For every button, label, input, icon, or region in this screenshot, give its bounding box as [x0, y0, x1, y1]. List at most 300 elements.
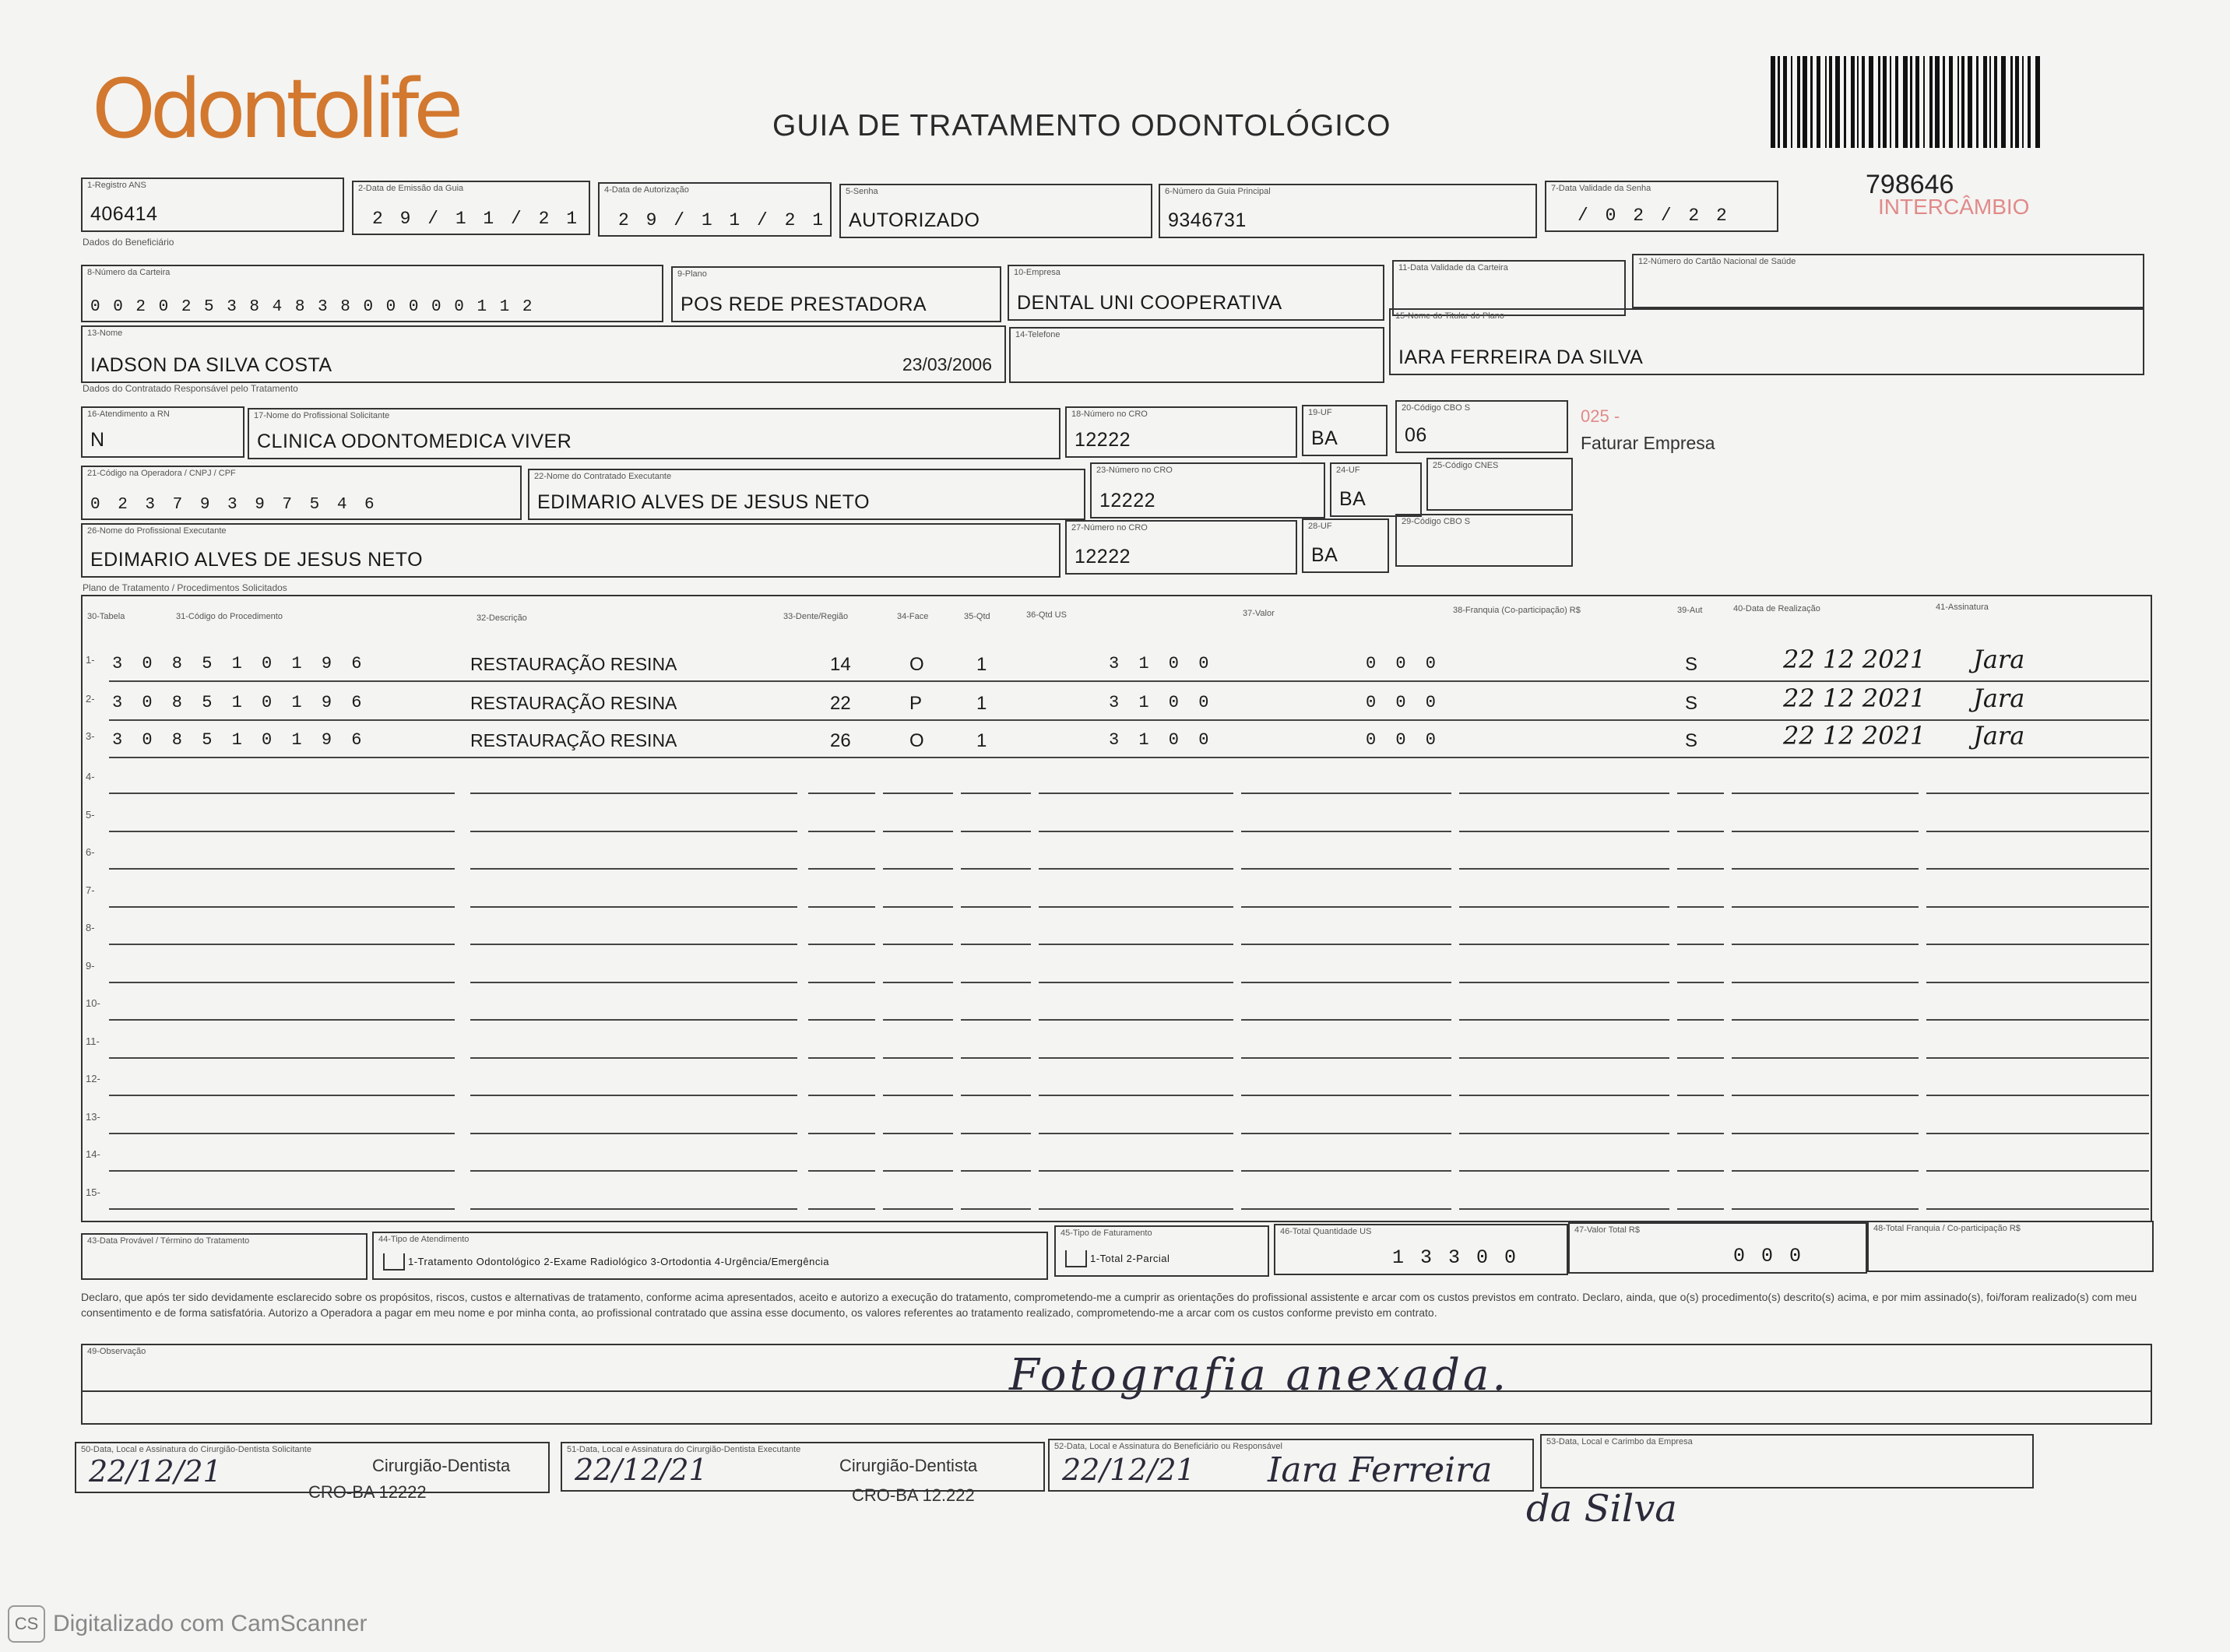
row-field-line — [883, 868, 953, 870]
row-field-line — [1677, 868, 1724, 870]
numero-guia-principal-field: 6-Número da Guia Principal 9346731 — [1159, 184, 1537, 238]
observacao-value: Fotografia anexada. — [1009, 1350, 1510, 1401]
row-signature: Jara — [1973, 645, 2025, 674]
row-field-line — [1732, 1095, 1919, 1096]
barcode-bar — [1935, 56, 1940, 148]
barcode-bar — [2015, 56, 2019, 148]
uf-2-value: BA — [1339, 488, 1366, 510]
row-field-line — [470, 944, 797, 945]
total-quantidade-us-field: 46-Total Quantidade US 1 3 3 0 0 — [1274, 1224, 1568, 1275]
section-beneficiario: Dados do Beneficiário — [83, 237, 174, 248]
barcode-bar — [1803, 56, 1807, 148]
barcode-bar — [1949, 56, 1953, 148]
numero-cro-3-field: 27-Número no CRO 12222 — [1065, 520, 1297, 575]
barcode-bar — [1851, 56, 1855, 148]
barcode-bar — [1989, 56, 1991, 148]
empty-procedure-row — [81, 842, 2152, 873]
row-field-line — [808, 1208, 875, 1210]
assinatura-executante-field: 51-Data, Local e Assinatura do Cirurgião-Dentista Executante 22/12/21 Cirurgião-Dentista — [561, 1442, 1045, 1492]
row-field-line — [883, 1208, 953, 1210]
quantity-us: 3 1 0 0 — [1109, 654, 1214, 673]
procedure-value: 0 0 0 — [1366, 730, 1441, 750]
row-field-line — [1732, 982, 1919, 983]
row-field-line — [961, 944, 1031, 945]
row-field-line — [883, 982, 953, 983]
row-field-line — [1677, 1057, 1724, 1059]
nome-profissional-solicitante-value: CLINICA ODONTOMEDICA VIVER — [257, 431, 572, 452]
row-field-line — [1459, 1095, 1669, 1096]
row-field-line — [808, 1170, 875, 1172]
row-field-line — [1677, 1170, 1724, 1172]
row-field-line — [961, 1208, 1031, 1210]
faturamento-code: 025 - — [1581, 406, 1620, 426]
camscanner-logo: CS — [8, 1605, 45, 1643]
procedure-description: RESTAURAÇÃO RESINA — [470, 654, 677, 674]
procedure-description: RESTAURAÇÃO RESINA — [470, 730, 677, 750]
tooth-face: O — [909, 730, 924, 751]
row-number: 8- — [86, 922, 95, 933]
row-field-line — [883, 1019, 953, 1021]
tipo-atendimento-field: 44-Tipo de Atendimento 1-Tratamento Odontológico 2-Exame Radiológico 3-Ortodontia 4-Urgência/Emergência — [372, 1232, 1048, 1280]
row-field-line — [1039, 982, 1233, 983]
nome-contratado-executante-value: EDIMARIO ALVES DE JESUS NETO — [537, 491, 871, 513]
row-field-line — [470, 1057, 797, 1059]
barcode-bar — [1943, 56, 1945, 148]
row-field-line — [1926, 982, 2149, 983]
row-number: 9- — [86, 959, 95, 972]
row-field-line — [961, 982, 1031, 983]
nome-contratado-executante-field: 22-Nome do Contratado Executante EDIMARIO ALVES DE JESUS NETO — [528, 469, 1085, 520]
tooth-region: 14 — [830, 654, 851, 675]
row-field-line — [1926, 1057, 2149, 1059]
assinatura-solicitante-date: 22/12/21 — [89, 1454, 222, 1489]
data-termino-field: 43-Data Provável / Término do Tratamento — [81, 1233, 368, 1280]
row-field-line — [1241, 1057, 1451, 1059]
beneficiario-signature-continued: da Silva — [1526, 1487, 1677, 1531]
row-number: 2- — [86, 693, 95, 705]
solicitante-stamp-cro: CRO-BA 12222 — [308, 1482, 427, 1502]
header-qtd: 35-Qtd — [964, 612, 990, 621]
barcode-bar — [1829, 56, 1832, 148]
cnes-field: 25-Código CNES — [1426, 458, 1573, 511]
barcode-bar — [1791, 56, 1792, 148]
row-field-line — [1241, 1208, 1451, 1210]
row-field-line — [808, 1019, 875, 1021]
empty-procedure-row — [81, 955, 2152, 986]
procedure-row — [81, 684, 2152, 721]
tooth-region: 22 — [830, 693, 851, 714]
row-field-line — [1677, 831, 1724, 832]
barcode-bar — [1797, 56, 1800, 148]
senha-value: AUTORIZADO — [849, 209, 980, 231]
row-field-line — [109, 1133, 455, 1134]
row-field-line — [1039, 1133, 1233, 1134]
row-field-line — [961, 906, 1031, 908]
authorized: S — [1685, 730, 1698, 751]
row-field-line — [883, 944, 953, 945]
row-field-line — [1039, 868, 1233, 870]
header-assinatura: 41-Assinatura — [1936, 603, 1989, 612]
barcode-bar — [1983, 56, 1987, 148]
barcode-bar — [2001, 56, 2006, 148]
row-number: 14- — [86, 1148, 100, 1160]
row-field-line — [1677, 906, 1724, 908]
faturamento-text: Faturar Empresa — [1581, 433, 1715, 453]
row-field-line — [1677, 793, 1724, 794]
procedure-value: 0 0 0 — [1366, 693, 1441, 712]
row-number: 11- — [86, 1035, 100, 1047]
row-field-line — [1241, 1133, 1451, 1134]
row-field-line — [883, 831, 953, 832]
row-field-line — [1926, 1095, 2149, 1096]
executante-stamp-cro: CRO-BA 12.222 — [852, 1485, 975, 1505]
row-field-line — [1926, 944, 2149, 945]
tipo-atendimento-checkbox[interactable] — [383, 1253, 405, 1271]
row-field-line — [1459, 906, 1669, 908]
uf-2-field: 24-UF BA — [1330, 462, 1422, 517]
codigo-operadora-field: 21-Código na Operadora / CNPJ / CPF 0 2 3 7 9 3 9 7 5 4 6 — [81, 466, 522, 520]
row-field-line — [961, 1019, 1031, 1021]
numero-cro-2-value: 12222 — [1099, 490, 1156, 511]
barcode-bar — [1903, 56, 1908, 148]
header-franquia: 38-Franquia (Co-participação) R$ — [1453, 606, 1581, 615]
row-field-line — [109, 906, 455, 908]
row-field-line — [808, 982, 875, 983]
row-field-line — [1241, 1095, 1451, 1096]
barcode-bar — [1869, 56, 1873, 148]
row-field-line — [1459, 1133, 1669, 1134]
observacao-line — [83, 1390, 2151, 1392]
row-field-line — [1732, 868, 1919, 870]
row-field-line — [1459, 868, 1669, 870]
registro-ans-value: 406414 — [90, 203, 158, 225]
uf-3-field: 28-UF BA — [1302, 518, 1389, 573]
row-signature: Jara — [1973, 684, 2025, 713]
row-field-line — [1039, 1170, 1233, 1172]
solicitante-stamp-title: Cirurgião-Dentista — [372, 1456, 511, 1475]
row-field-line — [808, 831, 875, 832]
row-field-line — [109, 1170, 455, 1172]
row-field-line — [1241, 906, 1451, 908]
row-field-line — [109, 831, 455, 832]
barcode-bar — [1910, 56, 1912, 148]
row-field-line — [808, 868, 875, 870]
senha-field: 5-Senha AUTORIZADO — [839, 184, 1152, 238]
row-field-line — [1926, 1208, 2149, 1210]
row-field-line — [1241, 1170, 1451, 1172]
assinatura-beneficiario-date: 22/12/21 — [1062, 1453, 1195, 1487]
numero-carteira-field: 8-Número da Carteira 0 0 2 0 2 5 3 8 4 8 3 8 0 0 0 0 0 1 1 2 — [81, 265, 663, 322]
row-field-line — [1732, 793, 1919, 794]
row-field-line — [1926, 906, 2149, 908]
quantity-us: 3 1 0 0 — [1109, 730, 1214, 750]
header-face: 34-Face — [897, 612, 929, 621]
row-field-line — [961, 793, 1031, 794]
tipo-faturamento-field: 45-Tipo de Faturamento 1-Total 2-Parcial — [1054, 1225, 1269, 1277]
row-field-line — [1039, 1095, 1233, 1096]
row-number: 5- — [86, 808, 95, 821]
procedure-description: RESTAURAÇÃO RESINA — [470, 693, 677, 713]
valor-total-field: 47-Valor Total R$ 0 0 0 — [1568, 1222, 1867, 1274]
row-field-line — [1926, 1170, 2149, 1172]
row-field-line — [1039, 1019, 1233, 1021]
row-field-line — [109, 868, 455, 870]
quantity: 1 — [976, 654, 987, 675]
row-field-line — [109, 1057, 455, 1059]
atendimento-rn-field: 16-Atendimento a RN N — [81, 406, 244, 458]
numero-cro-field: 18-Número no CRO 12222 — [1065, 406, 1297, 458]
total-quantidade-us-value: 1 3 3 0 0 — [1392, 1246, 1519, 1269]
row-field-line — [470, 1170, 797, 1172]
row-field-line — [961, 1170, 1031, 1172]
row-field-line — [1241, 1019, 1451, 1021]
row-number: 7- — [86, 884, 95, 896]
barcode-bar — [1825, 56, 1827, 148]
row-field-line — [1459, 982, 1669, 983]
row-field-line — [808, 1095, 875, 1096]
barcode-bar — [2010, 56, 2013, 148]
tooth-face: O — [909, 654, 924, 675]
cartao-nacional-saude-field: 12-Número do Cartão Nacional de Saúde — [1632, 254, 2144, 308]
row-field-line — [883, 906, 953, 908]
row-number: 13- — [86, 1110, 100, 1123]
barcode — [1767, 56, 2048, 148]
row-field-line — [1732, 1208, 1919, 1210]
numero-guia-principal-value: 9346731 — [1168, 209, 1247, 231]
realization-date: 22 12 2021 — [1783, 721, 1926, 750]
row-field-line — [1732, 1170, 1919, 1172]
barcode-bar — [1844, 56, 1846, 148]
nome-titular-field: 15-Nome do Titular do Plano IARA FERREIRA DA SILVA — [1389, 308, 2144, 375]
empty-procedure-row — [81, 1068, 2152, 1099]
header-dente: 33-Dente/Região — [783, 612, 849, 621]
row-field-line — [1677, 982, 1724, 983]
barcode-bar — [1817, 56, 1820, 148]
row-field-line — [1732, 1019, 1919, 1021]
codigo-operadora-value: 0 2 3 7 9 3 9 7 5 4 6 — [90, 496, 378, 514]
row-field-line — [470, 868, 797, 870]
row-underline — [109, 757, 2149, 758]
row-field-line — [961, 1133, 1031, 1134]
row-field-line — [883, 1170, 953, 1172]
header-tabela: 30-Tabela — [87, 612, 125, 621]
row-field-line — [470, 1019, 797, 1021]
plano-value: POS REDE PRESTADORA — [681, 293, 927, 315]
atendimento-rn-value: N — [90, 429, 105, 451]
data-autorizacao-value: 2 9 / 1 1 / 2 1 — [618, 210, 827, 230]
executante-stamp-title: Cirurgião-Dentista — [839, 1456, 978, 1475]
row-field-line — [1039, 831, 1233, 832]
empty-procedure-row — [81, 993, 2152, 1024]
realization-date: 22 12 2021 — [1783, 645, 1926, 674]
row-field-line — [1677, 944, 1724, 945]
barcode-bar — [1923, 56, 1925, 148]
row-field-line — [1926, 793, 2149, 794]
nome-profissional-executante-field: 26-Nome do Profissional Executante EDIMARIO ALVES DE JESUS NETO — [81, 523, 1060, 578]
barcode-bar — [1878, 56, 1880, 148]
uf-3-value: BA — [1311, 544, 1338, 566]
row-field-line — [808, 944, 875, 945]
row-field-line — [1677, 1019, 1724, 1021]
header-codigo: 31-Código do Procedimento — [176, 612, 283, 621]
procedure-row — [81, 721, 2152, 758]
row-field-line — [109, 1095, 455, 1096]
row-number: 12- — [86, 1073, 100, 1084]
barcode-bar — [1771, 56, 1775, 148]
cbo-field: 20-Código CBO S 06 — [1395, 400, 1568, 453]
row-field-line — [109, 1208, 455, 1210]
empresa-value: DENTAL UNI COOPERATIVA — [1017, 292, 1282, 314]
row-field-line — [808, 906, 875, 908]
barcode-bar — [1968, 56, 1972, 148]
procedure-code: 3 0 8 5 1 0 1 9 6 — [112, 654, 367, 673]
row-signature: Jara — [1973, 721, 2025, 750]
barcode-bar — [2028, 56, 2031, 148]
barcode-bar — [1862, 56, 1865, 148]
row-field-line — [808, 1057, 875, 1059]
row-number: 6- — [86, 846, 95, 858]
numero-cro-2-field: 23-Número no CRO 12222 — [1090, 462, 1325, 518]
barcode-bar — [1778, 56, 1780, 148]
tooth-face: P — [909, 693, 923, 714]
row-field-line — [808, 793, 875, 794]
barcode-bar — [1961, 56, 1964, 148]
barcode-bar — [1835, 56, 1840, 148]
tooth-region: 26 — [830, 730, 851, 751]
cbo-value: 06 — [1405, 424, 1427, 446]
row-field-line — [1039, 1208, 1233, 1210]
row-field-line — [1241, 982, 1451, 983]
barcode-bar — [1883, 56, 1887, 148]
nome-titular-value: IARA FERREIRA DA SILVA — [1398, 346, 1644, 368]
empty-procedure-row — [81, 880, 2152, 911]
nome-profissional-solicitante-field: 17-Nome do Profissional Solicitante CLINICA ODONTOMEDICA VIVER — [248, 408, 1060, 459]
tipo-faturamento-checkbox[interactable] — [1065, 1250, 1087, 1267]
barcode-bar — [1929, 56, 1933, 148]
section-contratado: Dados do Contratado Responsável pelo Tratamento — [83, 383, 298, 394]
row-field-line — [1732, 1133, 1919, 1134]
row-field-line — [109, 982, 455, 983]
quantity: 1 — [976, 693, 987, 714]
empty-procedure-row — [81, 1106, 2152, 1137]
row-number: 1- — [86, 654, 95, 666]
tipo-atendimento-value: 1-Tratamento Odontológico 2-Exame Radiológico 3-Ortodontia 4-Urgência/Emergência — [408, 1256, 829, 1267]
nome-beneficiario-field: 13-Nome IADSON DA SILVA COSTA 23/03/2006 — [81, 325, 1006, 383]
data-emissao-field: 2-Data de Emissão da Guia 2 9 / 1 1 / 2 1 — [352, 181, 590, 235]
valor-total-value: 0 0 0 — [1733, 1245, 1804, 1267]
numero-carteira-value: 0 0 2 0 2 5 3 8 4 8 3 8 0 0 0 0 0 1 1 2 — [90, 298, 534, 316]
row-field-line — [808, 1133, 875, 1134]
row-field-line — [961, 868, 1031, 870]
row-field-line — [1241, 831, 1451, 832]
row-field-line — [1677, 1095, 1724, 1096]
row-field-line — [109, 944, 455, 945]
camscanner-watermark — [8, 1605, 368, 1643]
section-plano: Plano de Tratamento / Procedimentos Solicitados — [83, 582, 287, 593]
row-field-line — [961, 1095, 1031, 1096]
row-number: 4- — [86, 771, 95, 782]
row-field-line — [1926, 1133, 2149, 1134]
authorized: S — [1685, 693, 1698, 714]
row-field-line — [883, 1133, 953, 1134]
empty-procedure-row — [81, 1031, 2152, 1062]
row-field-line — [1039, 1057, 1233, 1059]
empresa-field: 10-Empresa DENTAL UNI COOPERATIVA — [1008, 265, 1384, 321]
row-field-line — [1926, 831, 2149, 832]
row-field-line — [1241, 868, 1451, 870]
barcode-bar — [1857, 56, 1859, 148]
barcode-bar — [2022, 56, 2024, 148]
row-field-line — [1732, 1057, 1919, 1059]
nome-beneficiario-value: IADSON DA SILVA COSTA — [90, 354, 332, 376]
total-franquia-field: 48-Total Franquia / Co-participação R$ — [1867, 1221, 2154, 1272]
row-field-line — [1459, 1170, 1669, 1172]
row-field-line — [961, 831, 1031, 832]
cbo-2-field: 29-Código CBO S — [1395, 514, 1573, 567]
data-validade-senha-field: 7-Data Validade da Senha / 0 2 / 2 2 — [1545, 181, 1778, 232]
row-field-line — [1677, 1133, 1724, 1134]
row-field-line — [470, 1095, 797, 1096]
row-field-line — [961, 1057, 1031, 1059]
quantity-us: 3 1 0 0 — [1109, 693, 1214, 712]
row-field-line — [1039, 944, 1233, 945]
row-field-line — [1459, 793, 1669, 794]
row-field-line — [883, 1057, 953, 1059]
row-field-line — [109, 1019, 455, 1021]
barcode-bar — [1994, 56, 1997, 148]
observacao-field: 49-Observação Fotografia anexada. — [81, 1344, 2152, 1425]
row-field-line — [1732, 944, 1919, 945]
row-field-line — [1926, 868, 2149, 870]
barcode-bar — [1915, 56, 1919, 148]
barcode-bar — [1957, 56, 1959, 148]
nome-profissional-executante-value: EDIMARIO ALVES DE JESUS NETO — [90, 549, 424, 571]
row-field-line — [470, 906, 797, 908]
empty-procedure-row — [81, 766, 2152, 797]
row-field-line — [883, 793, 953, 794]
header-valor: 37-Valor — [1243, 609, 1275, 618]
carimbo-empresa-field: 53-Data, Local e Carimbo da Empresa — [1540, 1434, 2034, 1489]
quantity: 1 — [976, 730, 987, 751]
row-field-line — [1459, 944, 1669, 945]
uf-field: 19-UF BA — [1302, 405, 1388, 456]
header-data-realizacao: 40-Data de Realização — [1733, 604, 1820, 613]
assinatura-beneficiario-field: 52-Data, Local e Assinatura do Beneficiário ou Responsável 22/12/21 Iara Ferreira — [1048, 1439, 1534, 1492]
data-autorizacao-field: 4-Data de Autorização 2 9 / 1 1 / 2 1 — [598, 182, 832, 237]
camscanner-text: Digitalizado com CamScanner — [53, 1611, 368, 1636]
row-field-line — [470, 1208, 797, 1210]
assinatura-executante-date: 22/12/21 — [575, 1453, 708, 1487]
row-number: 3- — [86, 730, 95, 742]
row-field-line — [1459, 831, 1669, 832]
row-field-line — [470, 793, 797, 794]
odontolife-logo: Odontolife — [92, 62, 459, 156]
empty-procedure-row — [81, 1182, 2152, 1213]
row-underline — [109, 680, 2149, 682]
beneficiario-signature: Iara Ferreira — [1268, 1450, 1493, 1490]
data-emissao-value: 2 9 / 1 1 / 2 1 — [372, 209, 581, 229]
empty-procedure-row — [81, 804, 2152, 835]
row-field-line — [1459, 1019, 1669, 1021]
row-field-line — [470, 982, 797, 983]
data-validade-carteira-field: 11-Data Validade da Carteira — [1392, 260, 1626, 316]
row-field-line — [1677, 1208, 1724, 1210]
row-field-line — [1241, 944, 1451, 945]
data-nascimento-value: 23/03/2006 — [902, 354, 992, 374]
barcode-bar — [1976, 56, 1979, 148]
row-field-line — [109, 793, 455, 794]
header-qtd-us: 36-Qtd US — [1026, 610, 1067, 620]
